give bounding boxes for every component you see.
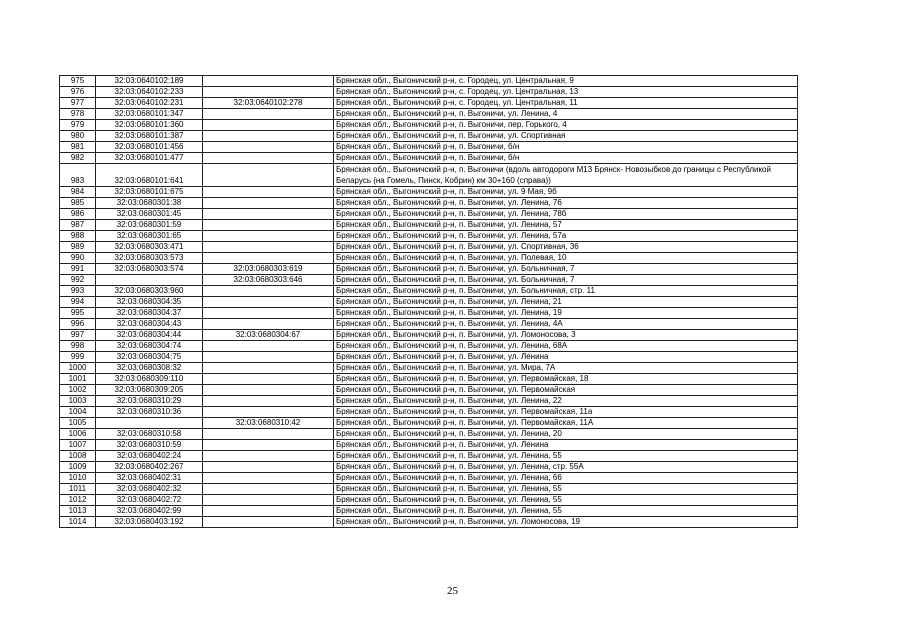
row-number-cell: 1013 — [60, 506, 96, 517]
table-row — [60, 131, 798, 142]
row-number-cell: 1007 — [60, 440, 96, 451]
cadastral-number-cell: 32:03:0680402:267 — [96, 462, 203, 473]
address-cell: Брянская обл., Выгоничский р-н, п. Выгоничи, ул. Ленина, 20 — [334, 429, 798, 440]
related-cadastral-number-cell — [203, 120, 334, 131]
table-row — [60, 374, 798, 385]
row-number-cell: 997 — [60, 330, 96, 341]
cadastral-number-cell: 32:03:0680304:35 — [96, 297, 203, 308]
row-number-cell: 986 — [60, 209, 96, 220]
address-cell: Брянская обл., Выгоничский р-н, п. Выгоничи, ул. Больничная, 7 — [334, 275, 798, 286]
row-number-cell: 992 — [60, 275, 96, 286]
related-cadastral-number-cell — [203, 506, 334, 517]
cadastral-number-cell: 32:03:0680101:347 — [96, 109, 203, 120]
address-cell: Брянская обл., Выгоничский р-н, п. Выгоничи, ул. Первомайская, 11А — [334, 418, 798, 429]
related-cadastral-number-cell — [203, 220, 334, 231]
table-row — [60, 76, 798, 87]
related-cadastral-number-cell — [203, 198, 334, 209]
address-cell: Брянская обл., Выгоничский р-н, п. Выгоничи, ул. Больничная, стр. 11 — [334, 286, 798, 297]
page-number: 25 — [447, 585, 458, 597]
cadastral-number-cell: 32:03:0680308:32 — [96, 363, 203, 374]
row-number-cell: 977 — [60, 98, 96, 109]
cadastral-number-cell: 32:03:0680402:31 — [96, 473, 203, 484]
related-cadastral-number-cell — [203, 253, 334, 264]
row-number-cell: 993 — [60, 286, 96, 297]
address-cell: Брянская обл., Выгоничский р-н, п. Выгоничи, ул. Ленина, 76 — [334, 198, 798, 209]
row-number-cell: 998 — [60, 341, 96, 352]
related-cadastral-number-cell: 32:03:0680303:619 — [203, 264, 334, 275]
table-row — [60, 484, 798, 495]
cadastral-number-cell: 32:03:0680303:960 — [96, 286, 203, 297]
table-row — [60, 418, 798, 429]
row-number-cell: 1002 — [60, 385, 96, 396]
row-number-cell: 978 — [60, 109, 96, 120]
cadastral-number-cell: 32:03:0680402:99 — [96, 506, 203, 517]
address-cell: Брянская обл., Выгоничский р-н, п. Выгоничи, ул. Ленина, 55 — [334, 451, 798, 462]
related-cadastral-number-cell: 32:03:0640102:278 — [203, 98, 334, 109]
address-cell: Брянская обл., Выгоничский р-н, п. Выгоничи, ул. Ленина, 57 — [334, 220, 798, 231]
table-row — [60, 319, 798, 330]
related-cadastral-number-cell — [203, 495, 334, 506]
cadastral-number-cell: 32:03:0680101:360 — [96, 120, 203, 131]
cadastral-number-cell: 32:03:0680402:32 — [96, 484, 203, 495]
address-cell: Брянская обл., Выгоничский р-н, п. Выгоничи, ул. Ленина, 4 — [334, 109, 798, 120]
row-number-cell: 1004 — [60, 407, 96, 418]
table-row — [60, 385, 798, 396]
related-cadastral-number-cell — [203, 363, 334, 374]
table-row — [60, 462, 798, 473]
row-number-cell: 1005 — [60, 418, 96, 429]
table-row — [60, 407, 798, 418]
address-cell: Брянская обл., Выгоничский р-н, п. Выгоничи, ул. Ленина, 4А — [334, 319, 798, 330]
cadastral-number-cell: 32:03:0680402:72 — [96, 495, 203, 506]
cadastral-number-cell: 32:03:0680310:59 — [96, 440, 203, 451]
row-number-cell: 976 — [60, 87, 96, 98]
address-cell: Брянская обл., Выгоничский р-н, с. Городец, ул. Центральная, 13 — [334, 87, 798, 98]
address-cell: Брянская обл., Выгоничский р-н, п. Выгоничи, б/н — [334, 142, 798, 153]
related-cadastral-number-cell — [203, 164, 334, 187]
address-cell: Брянская обл., Выгоничский р-н, п. Выгоничи, ул. Мира, 7А — [334, 363, 798, 374]
address-cell: Брянская обл., Выгоничский р-н, п. Выгоничи, ул. Первомайская, 11а — [334, 407, 798, 418]
related-cadastral-number-cell — [203, 429, 334, 440]
related-cadastral-number-cell — [203, 451, 334, 462]
table-row — [60, 330, 798, 341]
related-cadastral-number-cell — [203, 87, 334, 98]
row-number-cell: 1001 — [60, 374, 96, 385]
address-cell: Брянская обл., Выгоничский р-н, п. Выгоничи, ул. 9 Мая, 9б — [334, 187, 798, 198]
table-row — [60, 253, 798, 264]
cadastral-number-cell: 32:03:0680310:36 — [96, 407, 203, 418]
table-row — [60, 209, 798, 220]
table-row — [60, 297, 798, 308]
related-cadastral-number-cell — [203, 319, 334, 330]
cadastral-number-cell: 32:03:0680310:29 — [96, 396, 203, 407]
table-row — [60, 517, 798, 528]
row-number-cell: 996 — [60, 319, 96, 330]
table-row — [60, 308, 798, 319]
table-row — [60, 451, 798, 462]
cadastral-number-cell: 32:03:0680301:38 — [96, 198, 203, 209]
table-row — [60, 142, 798, 153]
cadastral-number-cell: 32:03:0680303:573 — [96, 253, 203, 264]
related-cadastral-number-cell — [203, 484, 334, 495]
cadastral-number-cell: 32:03:0640102:189 — [96, 76, 203, 87]
address-cell: Брянская обл., Выгоничский р-н, п. Выгоничи, ул. Полевая, 10 — [334, 253, 798, 264]
row-number-cell: 984 — [60, 187, 96, 198]
cadastral-number-cell: 32:03:0680403:192 — [96, 517, 203, 528]
table-row — [60, 275, 798, 286]
address-cell: Брянская обл., Выгоничский р-н, п. Выгоничи, ул. Ленина, 55 — [334, 506, 798, 517]
related-cadastral-number-cell: 32:03:0680304:67 — [203, 330, 334, 341]
table-row — [60, 506, 798, 517]
table-row — [60, 396, 798, 407]
related-cadastral-number-cell — [203, 341, 334, 352]
cadastral-number-cell: 32:03:0680309:205 — [96, 385, 203, 396]
cadastral-number-cell: 32:03:0680101:675 — [96, 187, 203, 198]
related-cadastral-number-cell — [203, 352, 334, 363]
related-cadastral-number-cell — [203, 396, 334, 407]
cadastral-number-cell: 32:03:0680101:456 — [96, 142, 203, 153]
related-cadastral-number-cell — [203, 297, 334, 308]
address-cell: Брянская обл., Выгоничский р-н, п. Выгоничи, ул. Первомайская — [334, 385, 798, 396]
address-cell: Брянская обл., Выгоничский р-н, п. Выгоничи (вдоль автодороги М13 Брянск- Новозыбков до границы с Республикой Беларусь (на Гомель, Пинск, Кобрин) км 30+160 (справа)) — [334, 164, 798, 187]
cadastral-number-cell: 32:03:0680304:44 — [96, 330, 203, 341]
address-cell: Брянская обл., Выгоничский р-н, п. Выгоничи, ул. Ленина, стр. 55А — [334, 462, 798, 473]
address-cell: Брянская обл., Выгоничский р-н, п. Выгоничи, ул. Ленина — [334, 352, 798, 363]
address-cell: Брянская обл., Выгоничский р-н, п. Выгоничи, ул. Ленина — [334, 440, 798, 451]
table-row — [60, 495, 798, 506]
row-number-cell: 981 — [60, 142, 96, 153]
related-cadastral-number-cell — [203, 308, 334, 319]
address-cell: Брянская обл., Выгоничский р-н, п. Выгоничи, ул. Ленина, 21 — [334, 297, 798, 308]
related-cadastral-number-cell — [203, 76, 334, 87]
row-number-cell: 995 — [60, 308, 96, 319]
row-number-cell: 988 — [60, 231, 96, 242]
related-cadastral-number-cell — [203, 286, 334, 297]
related-cadastral-number-cell — [203, 109, 334, 120]
related-cadastral-number-cell — [203, 517, 334, 528]
address-cell: Брянская обл., Выгоничский р-н, п. Выгоничи, ул. Ломоносова, 19 — [334, 517, 798, 528]
related-cadastral-number-cell — [203, 385, 334, 396]
related-cadastral-number-cell: 32:03:0680303:646 — [203, 275, 334, 286]
related-cadastral-number-cell: 32:03:0680310:42 — [203, 418, 334, 429]
table-row — [60, 473, 798, 484]
related-cadastral-number-cell — [203, 131, 334, 142]
table-row — [60, 264, 798, 275]
table-row — [60, 352, 798, 363]
address-cell: Брянская обл., Выгоничский р-н, п. Выгоничи, ул. Ленина, 57а — [334, 231, 798, 242]
cadastral-number-cell — [96, 275, 203, 286]
cadastral-number-cell: 32:03:0680304:37 — [96, 308, 203, 319]
address-cell: Брянская обл., Выгоничский р-н, п. Выгоничи, б/н — [334, 153, 798, 164]
related-cadastral-number-cell — [203, 242, 334, 253]
row-number-cell: 983 — [60, 164, 96, 187]
address-cell: Брянская обл., Выгоничский р-н, п. Выгоничи, ул. Ленина, 55 — [334, 484, 798, 495]
row-number-cell: 994 — [60, 297, 96, 308]
table-row — [60, 187, 798, 198]
related-cadastral-number-cell — [203, 187, 334, 198]
cadastral-number-cell: 32:03:0640102:231 — [96, 98, 203, 109]
cadastral-number-cell: 32:03:0680304:75 — [96, 352, 203, 363]
row-number-cell: 1011 — [60, 484, 96, 495]
cadastral-number-cell: 32:03:0680304:43 — [96, 319, 203, 330]
address-cell: Брянская обл., Выгоничский р-н, п. Выгоничи, ул. Ленина, 66 — [334, 473, 798, 484]
related-cadastral-number-cell — [203, 462, 334, 473]
row-number-cell: 1008 — [60, 451, 96, 462]
table-row — [60, 440, 798, 451]
address-cell: Брянская обл., Выгоничский р-н, п. Выгоничи, ул. Ломоносова, 3 — [334, 330, 798, 341]
row-number-cell: 991 — [60, 264, 96, 275]
related-cadastral-number-cell — [203, 407, 334, 418]
table-row — [60, 98, 798, 109]
row-number-cell: 985 — [60, 198, 96, 209]
cadastral-number-cell — [96, 418, 203, 429]
related-cadastral-number-cell — [203, 142, 334, 153]
row-number-cell: 1009 — [60, 462, 96, 473]
table-row — [60, 341, 798, 352]
row-number-cell: 980 — [60, 131, 96, 142]
table-row — [60, 231, 798, 242]
cadastral-number-cell: 32:03:0680303:471 — [96, 242, 203, 253]
table-row — [60, 164, 798, 187]
related-cadastral-number-cell — [203, 153, 334, 164]
address-cell: Брянская обл., Выгоничский р-н, п. Выгоничи, ул. Ленина, 19 — [334, 308, 798, 319]
row-number-cell: 982 — [60, 153, 96, 164]
related-cadastral-number-cell — [203, 473, 334, 484]
cadastral-number-cell: 32:03:0680301:59 — [96, 220, 203, 231]
table-row — [60, 198, 798, 209]
address-cell: Брянская обл., Выгоничский р-н, п. Выгоничи, ул. Ленина, 78б — [334, 209, 798, 220]
related-cadastral-number-cell — [203, 231, 334, 242]
row-number-cell: 1000 — [60, 363, 96, 374]
row-number-cell: 1003 — [60, 396, 96, 407]
table-row — [60, 220, 798, 231]
related-cadastral-number-cell — [203, 209, 334, 220]
row-number-cell: 989 — [60, 242, 96, 253]
cadastral-number-cell: 32:03:0680101:477 — [96, 153, 203, 164]
row-number-cell: 975 — [60, 76, 96, 87]
address-cell: Брянская обл., Выгоничский р-н, п. Выгоничи, ул. Ленина, 55 — [334, 495, 798, 506]
address-cell: Брянская обл., Выгоничский р-н, п. Выгоничи, ул. Ленина, 22 — [334, 396, 798, 407]
cadastral-number-cell: 32:03:0680301:65 — [96, 231, 203, 242]
cadastral-number-cell: 32:03:0680304:74 — [96, 341, 203, 352]
row-number-cell: 999 — [60, 352, 96, 363]
cadastral-number-cell: 32:03:0680301:45 — [96, 209, 203, 220]
property-table — [59, 75, 798, 528]
cadastral-number-cell: 32:03:0680309:110 — [96, 374, 203, 385]
cadastral-number-cell: 32:03:0680303:574 — [96, 264, 203, 275]
address-cell: Брянская обл., Выгоничский р-н, п. Выгоничи, ул. Ленина, 68А — [334, 341, 798, 352]
cadastral-number-cell: 32:03:0680402:24 — [96, 451, 203, 462]
related-cadastral-number-cell — [203, 374, 334, 385]
row-number-cell: 979 — [60, 120, 96, 131]
address-cell: Брянская обл., Выгоничский р-н, п. Выгоничи, пер. Горького, 4 — [334, 120, 798, 131]
address-cell: Брянская обл., Выгоничский р-н, п. Выгоничи, ул. Спортивная — [334, 131, 798, 142]
table-row — [60, 363, 798, 374]
row-number-cell: 1014 — [60, 517, 96, 528]
cadastral-number-cell: 32:03:0680101:641 — [96, 164, 203, 187]
table-row — [60, 109, 798, 120]
related-cadastral-number-cell — [203, 440, 334, 451]
table-row — [60, 153, 798, 164]
row-number-cell: 1012 — [60, 495, 96, 506]
cadastral-number-cell: 32:03:0680101:387 — [96, 131, 203, 142]
property-table-body — [60, 76, 798, 528]
table-row — [60, 120, 798, 131]
cadastral-number-cell: 32:03:0640102:233 — [96, 87, 203, 98]
address-cell: Брянская обл., Выгоничский р-н, с. Городец, ул. Центральная, 11 — [334, 98, 798, 109]
table-row — [60, 429, 798, 440]
row-number-cell: 1010 — [60, 473, 96, 484]
row-number-cell: 1006 — [60, 429, 96, 440]
table-row — [60, 286, 798, 297]
address-cell: Брянская обл., Выгоничский р-н, с. Городец, ул. Центральная, 9 — [334, 76, 798, 87]
row-number-cell: 987 — [60, 220, 96, 231]
address-cell: Брянская обл., Выгоничский р-н, п. Выгоничи, ул. Спортивная, 36 — [334, 242, 798, 253]
row-number-cell: 990 — [60, 253, 96, 264]
address-cell: Брянская обл., Выгоничский р-н, п. Выгоничи, ул. Первомайская, 18 — [334, 374, 798, 385]
address-cell: Брянская обл., Выгоничский р-н, п. Выгоничи, ул. Больничная, 7 — [334, 264, 798, 275]
table-row — [60, 242, 798, 253]
table-row — [60, 87, 798, 98]
cadastral-number-cell: 32:03:0680310:58 — [96, 429, 203, 440]
